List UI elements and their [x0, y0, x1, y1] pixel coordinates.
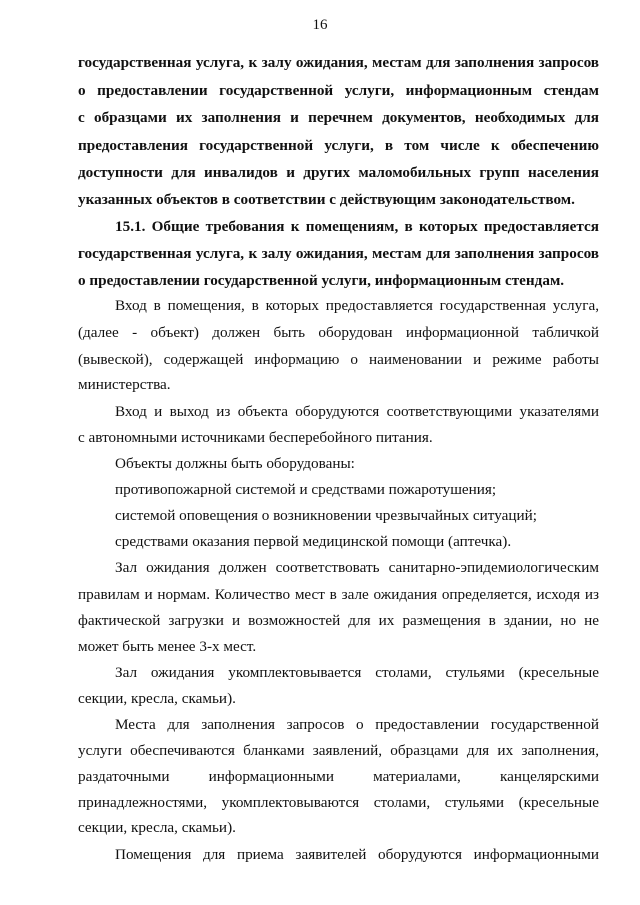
paragraph-line: министерства.	[78, 376, 171, 393]
paragraph-line: правилам и нормам. Количество мест в зале ожидания определяется, исходя из	[78, 586, 599, 603]
paragraph-line: Помещения для приема заявителей оборудуются информационными	[115, 846, 599, 863]
paragraph-line: может быть менее 3-х мест.	[78, 638, 257, 655]
paragraph-line: раздаточными информационными материалами, канцелярскими	[78, 768, 599, 785]
paragraph-line: (далее - объект) должен быть оборудован информационной табличкой	[78, 324, 599, 341]
intro-heading-line: указанных объектов в соответствии с действующим законодательством.	[78, 191, 575, 208]
paragraph-line: Вход и выход из объекта оборудуются соответствующими указателями	[115, 403, 599, 420]
paragraph-line: Объекты должны быть оборудованы:	[115, 455, 355, 472]
list-item: средствами оказания первой медицинской помощи (аптечка).	[115, 533, 512, 550]
intro-heading-line: доступности для инвалидов и других маломобильных групп населения	[78, 164, 599, 181]
paragraph-line: секции, кресла, скамьи).	[78, 819, 236, 836]
paragraph-line: фактической загрузки и возможностей для их размещения в здании, но не	[78, 612, 599, 629]
paragraph-line: (вывеской), содержащей информацию о наименовании и режиме работы	[78, 351, 599, 368]
intro-heading-line: с образцами их заполнения и перечнем документов, необходимых для	[78, 109, 599, 126]
intro-heading-line: государственная услуга, к залу ожидания, местам для заполнения запросов	[78, 54, 599, 71]
section-heading-line: о предоставлении государственной услуги, информационным стендам.	[78, 272, 565, 289]
paragraph-line: Зал ожидания укомплектовывается столами, стульями (кресельные	[115, 664, 599, 681]
paragraph-line: Места для заполнения запросов о предоставлении государственной	[115, 716, 599, 733]
list-item: системой оповещения о возникновении чрезвычайных ситуаций;	[115, 507, 537, 524]
paragraph-line: секции, кресла, скамьи).	[78, 690, 236, 707]
paragraph-line: принадлежностями, укомплектовываются столами, стульями (кресельные	[78, 794, 599, 811]
paragraph-line: с автономными источниками бесперебойного питания.	[78, 429, 433, 446]
paragraph-line: Вход в помещения, в которых предоставляется государственная услуга,	[115, 297, 599, 314]
section-heading-line: 15.1. Общие требования к помещениям, в которых предоставляется	[115, 218, 599, 235]
paragraph-line: услуги обеспечиваются бланками заявлений, образцами для их заполнения,	[78, 742, 599, 759]
intro-heading-line: предоставления государственной услуги, в том числе к обеспечению	[78, 137, 599, 154]
section-heading-line: государственная услуга, к залу ожидания, местам для заполнения запросов	[78, 245, 599, 262]
list-item: противопожарной системой и средствами пожаротушения;	[115, 481, 497, 498]
page-number: 16	[312, 17, 328, 33]
intro-heading-line: о предоставлении государственной услуги, информационным стендам	[78, 82, 599, 99]
paragraph-line: Зал ожидания должен соответствовать санитарно-эпидемиологическим	[115, 559, 599, 576]
